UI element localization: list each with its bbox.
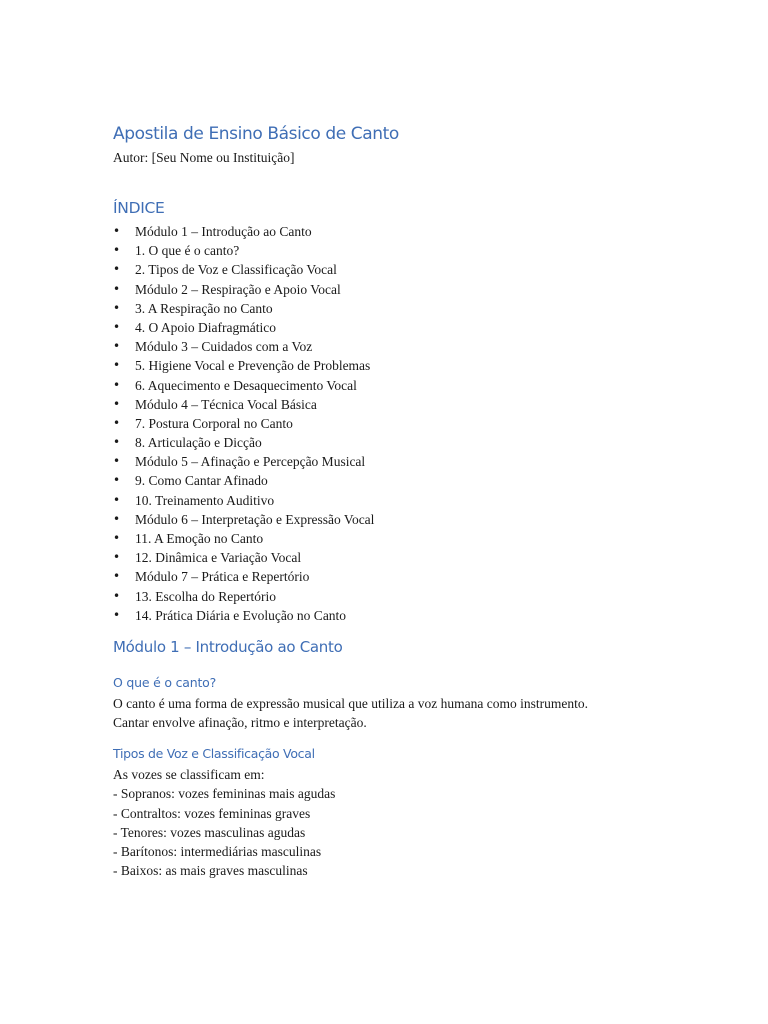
- index-item: [113, 452, 374, 471]
- index-item-label: Módulo 5 – Afinação e Percepção Musical: [135, 454, 366, 470]
- index-item: [113, 491, 374, 510]
- bullet-icon: •: [113, 569, 121, 584]
- index-item-label: Módulo 7 – Prática e Repertório: [135, 569, 310, 585]
- index-item-label: 10. Treinamento Auditivo: [135, 492, 275, 508]
- bullet-icon: •: [113, 550, 121, 565]
- index-item-label: Módulo 1 – Introdução ao Canto: [135, 224, 312, 239]
- bullet-icon: •: [113, 319, 121, 334]
- list-line: - Baixos: as mais graves masculinas: [113, 863, 308, 879]
- bullet-icon: •: [113, 396, 121, 411]
- index-item-label: 2. Tipos de Voz e Classificação Vocal: [135, 262, 337, 278]
- bullet-icon: •: [113, 377, 121, 392]
- index-list: [113, 222, 374, 625]
- index-item-label: 6. Aquecimento e Desaquecimento Vocal: [135, 377, 357, 393]
- index-item: [113, 318, 374, 337]
- index-item: [113, 510, 374, 529]
- index-item-label: 7. Postura Corporal no Canto: [135, 415, 293, 431]
- index-item-label: Módulo 6 – Interpretação e Expressão Vocal: [135, 511, 375, 527]
- index-item: [113, 471, 374, 490]
- index-item-label: 1. O que é o canto?: [135, 243, 240, 259]
- section-body-tipos-de-voz: [113, 765, 335, 881]
- list-line: - Tenores: vozes masculinas agudas: [113, 824, 306, 840]
- section-heading-tipos-de-voz: Tipos de Voz e Classificação Vocal: [113, 746, 315, 761]
- index-item: [113, 337, 374, 356]
- index-heading: ÍNDICE: [113, 199, 165, 217]
- index-item: [113, 548, 374, 567]
- index-item: [113, 395, 374, 414]
- index-item: [113, 241, 374, 260]
- bullet-icon: •: [113, 473, 121, 488]
- index-item: [113, 280, 374, 299]
- section-body-o-que-e-o-canto: [113, 694, 588, 732]
- index-item: [113, 606, 374, 625]
- index-item: [113, 529, 374, 548]
- index-item-label: 4. O Apoio Diafragmático: [135, 319, 276, 335]
- bullet-icon: •: [113, 358, 121, 373]
- bullet-icon: •: [113, 492, 121, 507]
- index-item-label: 13. Escolha do Repertório: [135, 588, 276, 604]
- bullet-icon: •: [113, 511, 121, 526]
- index-item-label: Módulo 3 – Cuidados com a Voz: [135, 339, 313, 355]
- index-item: [113, 299, 374, 318]
- index-item: [113, 376, 374, 395]
- index-item: [113, 567, 374, 586]
- index-item-label: Módulo 4 – Técnica Vocal Básica: [135, 396, 317, 412]
- module-1-heading: Módulo 1 – Introdução ao Canto: [113, 638, 343, 656]
- bullet-icon: •: [113, 224, 121, 238]
- bullet-icon: •: [113, 415, 121, 430]
- bullet-icon: •: [113, 607, 121, 622]
- index-item: [113, 260, 374, 279]
- bullet-icon: •: [113, 281, 121, 296]
- list-line: - Barítonos: intermediárias masculinas: [113, 844, 322, 860]
- bullet-icon: •: [113, 300, 121, 315]
- body-line: O canto é uma forma de expressão musical que utiliza a voz humana como instrumento.: [113, 696, 588, 711]
- index-item-label: 12. Dinâmica e Variação Vocal: [135, 550, 302, 566]
- index-item: [113, 587, 374, 606]
- bullet-icon: •: [113, 339, 121, 354]
- index-item: [113, 356, 374, 375]
- document-title: Apostila de Ensino Básico de Canto: [113, 124, 399, 144]
- bullet-icon: •: [113, 454, 121, 469]
- bullet-icon: •: [113, 262, 121, 277]
- index-item-label: 9. Como Cantar Afinado: [135, 473, 268, 489]
- index-item: [113, 222, 374, 241]
- bullet-icon: •: [113, 588, 121, 603]
- index-item-label: 14. Prática Diária e Evolução no Canto: [135, 607, 347, 623]
- body-line: Cantar envolve afinação, ritmo e interpretação.: [113, 715, 367, 730]
- index-item: [113, 414, 374, 433]
- body-line: As vozes se classificam em:: [113, 767, 265, 782]
- index-item-label: 8. Articulação e Dicção: [135, 435, 262, 451]
- index-item-label: 3. A Respiração no Canto: [135, 300, 273, 316]
- section-heading-o-que-e-o-canto: O que é o canto?: [113, 675, 217, 690]
- list-line: - Contraltos: vozes femininas graves: [113, 805, 311, 821]
- index-item-label: Módulo 2 – Respiração e Apoio Vocal: [135, 281, 341, 297]
- author-line: Autor: [Seu Nome ou Instituição]: [113, 150, 295, 165]
- bullet-icon: •: [113, 243, 121, 258]
- index-item-label: 5. Higiene Vocal e Prevenção de Problemas: [135, 358, 371, 374]
- index-item-label: 11. A Emoção no Canto: [135, 531, 264, 546]
- list-line: - Sopranos: vozes femininas mais agudas: [113, 786, 336, 802]
- index-item: [113, 433, 374, 452]
- bullet-icon: •: [113, 531, 121, 545]
- bullet-icon: •: [113, 435, 121, 450]
